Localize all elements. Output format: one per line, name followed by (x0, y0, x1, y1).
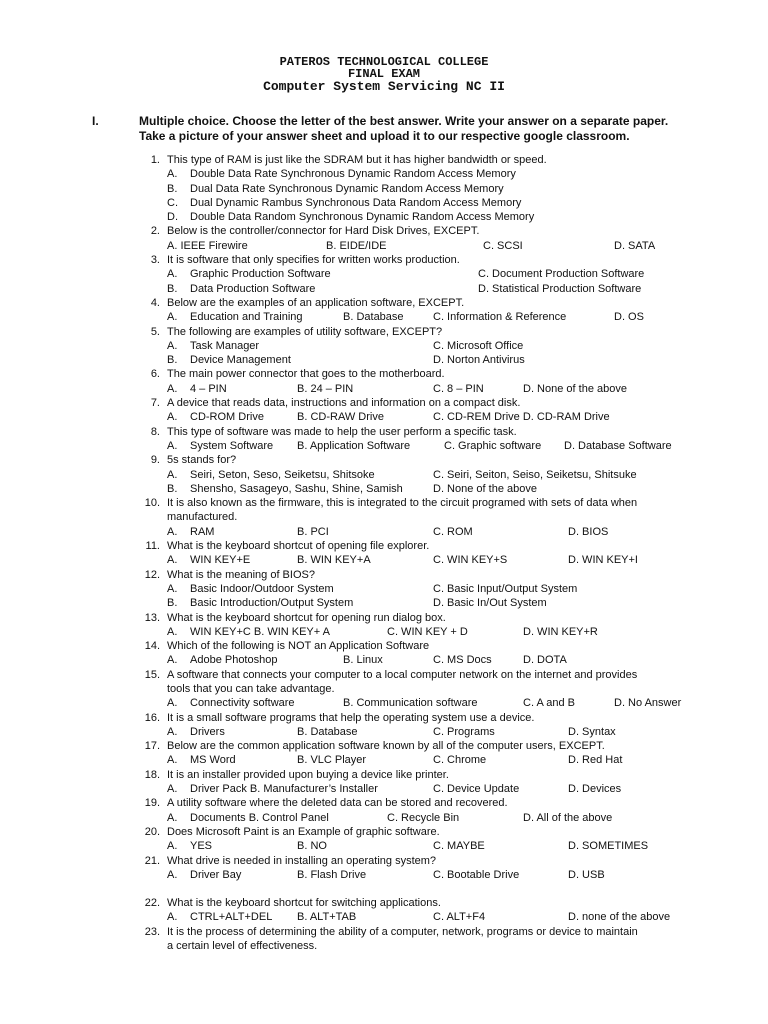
option-text: B. Flash Drive (297, 868, 367, 881)
option-text: C. Bootable Drive (433, 868, 520, 881)
option-text: Dual Data Rate Synchronous Dynamic Random Access Memory (190, 182, 504, 195)
option-text: D. OS (614, 311, 644, 324)
option-text: D. SATA (614, 239, 656, 252)
exam-header (0, 56, 768, 94)
option-text: Drivers (190, 725, 225, 738)
option-text: CD-ROM Drive (190, 411, 264, 424)
option-text: D. WIN KEY+R (523, 625, 598, 638)
option-text: A. (167, 725, 178, 738)
option-text: C. ALT+F4 (433, 911, 486, 924)
option-text: B. Application Software (297, 439, 411, 452)
option-text: D. BIOS (568, 525, 609, 538)
option-letter: A. (167, 582, 178, 595)
option-row (0, 196, 768, 210)
option-text: C. Device Update (433, 783, 520, 796)
option-text: System Software (190, 439, 274, 452)
option-text: D. Basic In/Out System (433, 597, 547, 610)
question-number: 15. (144, 668, 160, 681)
question-text: It is an installer provided upon buying a device like printer. (167, 768, 449, 781)
option-row (0, 782, 768, 796)
question-line (0, 925, 768, 939)
question-line (0, 825, 768, 839)
question-number: 3. (150, 254, 160, 267)
option-text: C. A and B (523, 697, 575, 710)
option-row (0, 696, 768, 710)
question-number: 17. (144, 740, 160, 753)
option-text: Graphic Production Software (190, 268, 331, 281)
option-row (0, 210, 768, 224)
option-text: D. USB (568, 868, 605, 881)
option-text: C. Recycle Bin (387, 811, 460, 824)
option-text: D. none of the above (568, 911, 671, 924)
option-text: B. Database (297, 725, 358, 738)
question-text-continued: tools that you can take advantage. (167, 682, 335, 695)
option-text: A. (167, 382, 178, 395)
question-number: 1. (150, 154, 160, 166)
option-text: C. 8 – PIN (433, 382, 484, 395)
option-text: A. (167, 525, 178, 538)
option-row (0, 910, 768, 924)
option-text: C. Programs (433, 725, 495, 738)
question-line (0, 453, 768, 467)
option-text: B. EIDE/IDE (326, 239, 387, 252)
question-number: 19. (144, 797, 160, 810)
question-line (0, 768, 768, 782)
question-text: It is the process of determining the ability of a computer, network, programs or device to maintain (167, 925, 638, 938)
question-text: What is the meaning of BIOS? (167, 568, 315, 581)
option-text: D. None of the above (433, 482, 537, 495)
option-row (0, 625, 768, 639)
question-line (0, 153, 768, 167)
option-text: YES (190, 840, 213, 853)
option-letter: A. (167, 168, 178, 181)
option-text: C. ROM (433, 525, 473, 538)
question-text: What drive is needed in installing an operating system? (167, 854, 437, 867)
option-text: D. Devices (568, 783, 622, 796)
option-row (0, 482, 768, 496)
option-text: Task Manager (190, 339, 260, 352)
instructions-line-2: Take a picture of your answer sheet and upload it to our respective google classroom. (139, 128, 630, 143)
option-text: Device Management (190, 354, 291, 367)
question-number: 20. (144, 825, 160, 838)
option-text: Documents B. Control Panel (190, 811, 329, 824)
option-text: Adobe Photoshop (190, 654, 278, 667)
option-text: C. Basic Input/Output System (433, 582, 578, 595)
question-line-continued (0, 682, 768, 696)
question-line (0, 796, 768, 810)
option-text: A. (167, 911, 178, 924)
option-text: A. (167, 625, 178, 638)
question-number: 8. (150, 425, 160, 438)
option-text: D. All of the above (523, 811, 613, 824)
question-line (0, 539, 768, 553)
option-text: Education and Training (190, 311, 303, 324)
option-letter: A. (167, 268, 178, 281)
question-text: It is a small software programs that help the operating system use a device. (167, 711, 535, 724)
question-text: What is the keyboard shortcut for switching applications. (167, 897, 441, 910)
option-row (0, 553, 768, 567)
option-text: B. PCI (297, 525, 329, 538)
option-row (0, 382, 768, 396)
option-text: Basic Introduction/Output System (190, 597, 354, 610)
option-text: D. DOTA (523, 654, 567, 667)
option-text: A. (167, 754, 178, 767)
option-letter: B. (167, 597, 178, 610)
exam-title: FINAL EXAM (347, 67, 420, 81)
question-text: This type of software was made to help the user perform a specific task. (167, 425, 517, 438)
option-text: CTRL+ALT+DEL (190, 911, 273, 924)
option-text: 4 – PIN (190, 382, 227, 395)
question-number: 6. (150, 368, 160, 381)
question-number: 23. (144, 925, 160, 938)
option-row (0, 582, 768, 596)
option-text: Driver Bay (190, 868, 242, 881)
question-number: 21. (144, 854, 160, 867)
question-number: 5. (150, 325, 160, 338)
question-text: The following are examples of utility software, EXCEPT? (167, 325, 443, 338)
question-text: Which of the following is NOT an Application Software (167, 640, 430, 653)
option-row (0, 468, 768, 482)
option-letter: B. (167, 182, 178, 195)
question-line (0, 367, 768, 381)
option-row (0, 439, 768, 453)
option-text: A. (167, 554, 178, 567)
option-row (0, 353, 768, 367)
option-text: A. (167, 811, 178, 824)
option-row (0, 811, 768, 825)
option-text: RAM (190, 525, 215, 538)
question-number: 9. (150, 454, 160, 467)
question-text: A utility software where the deleted data can be stored and recovered. (167, 797, 508, 810)
option-text: D. Red Hat (568, 754, 623, 767)
option-text: A. (167, 654, 178, 667)
option-text: Shensho, Sasageyo, Sashu, Shine, Samish (190, 482, 403, 495)
question-line (0, 496, 768, 510)
question-line-continued (0, 510, 768, 524)
question-line (0, 425, 768, 439)
option-text: B. Linux (343, 654, 383, 667)
question-line (0, 668, 768, 682)
option-letter: A. (167, 468, 178, 481)
option-text: C. MS Docs (433, 654, 492, 667)
question-line (0, 253, 768, 267)
question-list (0, 153, 768, 953)
option-text: C. Information & Reference (433, 311, 567, 324)
question-text-continued: a certain level of effectiveness. (167, 940, 318, 953)
option-row (0, 753, 768, 767)
option-row (0, 282, 768, 296)
section-number: I. (92, 114, 99, 128)
option-text: C. Graphic software (444, 439, 542, 452)
question-line (0, 611, 768, 625)
question-number: 10. (144, 497, 160, 510)
question-text: A software that connects your computer to a local computer network on the internet and provides (167, 668, 638, 681)
question-number: 4. (150, 296, 160, 309)
option-text: D. No Answer (614, 697, 682, 710)
option-row (0, 310, 768, 324)
option-row (0, 868, 768, 882)
option-text: C. Seiri, Seiton, Seiso, Seiketsu, Shitsuke (433, 468, 637, 481)
option-text: C. SCSI (483, 239, 523, 252)
option-text: Seiri, Seton, Seso, Seiketsu, Shitsoke (190, 468, 375, 481)
option-text: Basic Indoor/Outdoor System (190, 582, 334, 595)
spacer (0, 882, 768, 896)
section-instructions (139, 114, 699, 143)
option-text: A. (167, 840, 178, 853)
option-row (0, 182, 768, 196)
question-number: 14. (144, 640, 160, 653)
option-text: C. Document Production Software (478, 268, 645, 281)
option-text: B. Database (343, 311, 404, 324)
option-text: D. Statistical Production Software (478, 282, 642, 295)
question-text: Below are the common application software known by all of the computer users, EXCEPT. (167, 740, 605, 753)
option-text: C. Chrome (433, 754, 487, 767)
question-number: 2. (150, 225, 160, 238)
question-line-continued (0, 939, 768, 953)
question-line (0, 224, 768, 238)
option-row (0, 596, 768, 610)
question-text: A device that reads data, instructions and information on a compact disk. (167, 397, 521, 410)
option-row (0, 410, 768, 424)
option-text: Connectivity software (190, 697, 295, 710)
question-text: Does Microsoft Paint is an Example of graphic software. (167, 825, 440, 838)
option-text: Driver Pack B. Manufacturer’s Installer (190, 783, 378, 796)
option-text: A. (167, 868, 178, 881)
option-row (0, 167, 768, 181)
question-text: 5s stands for? (167, 454, 237, 467)
option-letter: B. (167, 482, 178, 495)
option-letter: B. (167, 282, 178, 295)
option-text: WIN KEY+E (190, 554, 251, 567)
question-text: What is the keyboard shortcut of opening file explorer. (167, 540, 430, 553)
option-text: C. Microsoft Office (433, 339, 524, 352)
option-row (0, 653, 768, 667)
option-text: A. (167, 411, 178, 424)
option-text: B. WIN KEY+A (297, 554, 371, 567)
option-text: B. NO (297, 840, 327, 853)
question-text-continued: manufactured. (167, 511, 238, 524)
question-number: 7. (150, 397, 160, 410)
question-number: 18. (144, 768, 160, 781)
option-text: B. 24 – PIN (297, 382, 354, 395)
option-row (0, 267, 768, 281)
option-row (0, 725, 768, 739)
option-text: Data Production Software (190, 282, 316, 295)
option-letter: D. (167, 211, 178, 224)
option-text: D. None of the above (523, 382, 627, 395)
option-row (0, 239, 768, 253)
option-text: B. CD-RAW Drive (297, 411, 384, 424)
question-line (0, 296, 768, 310)
option-text: Double Data Random Synchronous Dynamic Random Access Memory (190, 211, 535, 224)
option-text: A. (167, 311, 178, 324)
question-line (0, 568, 768, 582)
question-number: 11. (145, 540, 160, 553)
option-text: B. ALT+TAB (297, 911, 357, 924)
option-text: C. WIN KEY + D (387, 625, 468, 638)
question-text: It is software that only specifies for written works production. (167, 254, 460, 267)
question-line (0, 711, 768, 725)
question-number: 16. (144, 711, 160, 724)
option-letter: A. (167, 339, 178, 352)
question-line (0, 325, 768, 339)
option-row (0, 839, 768, 853)
option-letter: B. (167, 354, 178, 367)
question-line (0, 396, 768, 410)
option-text: C. CD-REM Drive D. CD-RAM Drive (433, 411, 610, 424)
question-number: 22. (144, 897, 160, 910)
question-line (0, 854, 768, 868)
instructions-line-1: Multiple choice. Choose the letter of the best answer. Write your answer on a separate paper. (139, 114, 669, 128)
option-text: Double Data Rate Synchronous Dynamic Random Access Memory (190, 168, 516, 181)
option-text: D. SOMETIMES (568, 840, 649, 853)
option-text: A. (167, 783, 178, 796)
question-number: 12. (144, 568, 160, 581)
option-text: C. WIN KEY+S (433, 554, 508, 567)
option-text: A. (167, 439, 178, 452)
option-text: D. Syntax (568, 725, 616, 738)
option-row (0, 525, 768, 539)
option-text: D. WIN KEY+I (568, 554, 638, 567)
option-text: D. Database Software (564, 439, 672, 452)
question-text: Below is the controller/connector for Hard Disk Drives, EXCEPT. (167, 225, 480, 238)
question-line (0, 739, 768, 753)
question-text: The main power connector that goes to the motherboard. (167, 368, 445, 381)
option-text: B. Communication software (343, 697, 478, 710)
question-text: This type of RAM is just like the SDRAM but it has higher bandwidth or speed. (167, 154, 547, 166)
option-text: A. (167, 697, 178, 710)
college-name: PATEROS TECHNOLOGICAL COLLEGE (279, 55, 489, 69)
question-number: 13. (144, 611, 160, 624)
option-text: WIN KEY+C B. WIN KEY+ A (190, 625, 330, 638)
question-line (0, 639, 768, 653)
option-text: Dual Dynamic Rambus Synchronous Data Random Access Memory (190, 196, 522, 209)
course-title: Computer System Servicing NC II (263, 79, 505, 94)
option-text: C. MAYBE (433, 840, 485, 853)
option-text: A. IEEE Firewire (167, 239, 248, 252)
question-text: Below are the examples of an application software, EXCEPT. (167, 296, 465, 309)
option-letter: C. (167, 196, 178, 209)
question-text: It is also known as the firmware, this is integrated to the circuit programed with sets of data when (167, 497, 638, 510)
option-text: D. Norton Antivirus (433, 354, 525, 367)
option-text: B. VLC Player (297, 754, 367, 767)
question-text: What is the keyboard shortcut for opening run dialog box. (167, 611, 446, 624)
question-line (0, 896, 768, 910)
option-row (0, 339, 768, 353)
option-text: MS Word (190, 754, 236, 767)
